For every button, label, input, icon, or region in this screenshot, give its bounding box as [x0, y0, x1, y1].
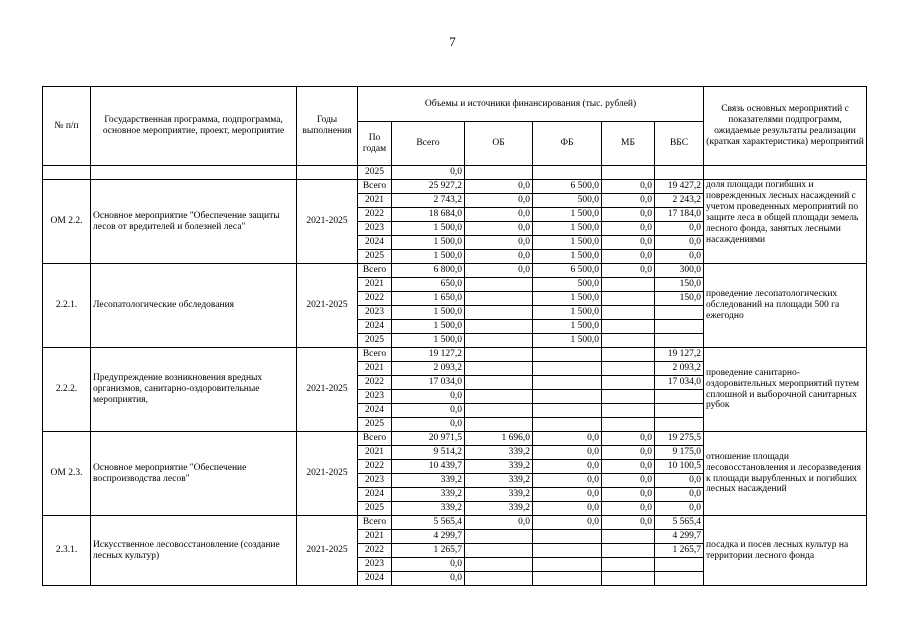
row-fb: 1 500,0	[533, 320, 602, 334]
carry-total: 0,0	[392, 166, 465, 180]
row-total: 1 500,0	[392, 236, 465, 250]
row-year: 2021	[358, 278, 392, 292]
col-header-years: Годы выполнения	[297, 87, 358, 166]
row-vbs: 0,0	[655, 488, 704, 502]
row-mb	[602, 348, 655, 362]
page-number: 7	[449, 34, 456, 49]
row-vbs	[655, 320, 704, 334]
row-year: 2022	[358, 292, 392, 306]
row-vbs	[655, 558, 704, 572]
table-row	[43, 348, 867, 362]
row-total: 20 971,5	[392, 432, 465, 446]
row-mb: 0,0	[602, 474, 655, 488]
row-year: Всего	[358, 516, 392, 530]
row-ob: 339,2	[465, 474, 533, 488]
row-total: 0,0	[392, 558, 465, 572]
item-name: Основное мероприятие "Обеспечение воспроизводства лесов"	[91, 432, 297, 516]
row-fb: 1 500,0	[533, 292, 602, 306]
row-ob	[465, 390, 533, 404]
row-total: 9 514,2	[392, 446, 465, 460]
funding-table	[42, 86, 867, 586]
row-vbs: 1 265,7	[655, 544, 704, 558]
row-ob: 0,0	[465, 222, 533, 236]
row-fb: 6 500,0	[533, 264, 602, 278]
row-total: 339,2	[392, 502, 465, 516]
item-period: 2021-2025	[297, 180, 358, 264]
row-ob	[465, 320, 533, 334]
row-fb	[533, 376, 602, 390]
row-year: 2022	[358, 208, 392, 222]
row-fb: 0,0	[533, 460, 602, 474]
carry-year: 2025	[358, 166, 392, 180]
item-number: ОМ 2.2.	[43, 180, 91, 264]
row-vbs: 0,0	[655, 236, 704, 250]
row-fb: 1 500,0	[533, 236, 602, 250]
row-total: 0,0	[392, 418, 465, 432]
col-header-by-year: По годам	[358, 122, 392, 166]
row-ob	[465, 558, 533, 572]
col-header-link: Связь основных мероприятий с показателями подпрограмм, ожидаемые результаты реализации (краткая характеристика) мероприятий	[704, 87, 867, 166]
row-vbs	[655, 306, 704, 320]
row-vbs: 4 299,7	[655, 530, 704, 544]
row-total: 6 800,0	[392, 264, 465, 278]
row-vbs: 2 093,2	[655, 362, 704, 376]
row-mb: 0,0	[602, 488, 655, 502]
row-mb	[602, 418, 655, 432]
row-fb	[533, 418, 602, 432]
row-vbs: 17 034,0	[655, 376, 704, 390]
row-ob	[465, 404, 533, 418]
row-year: 2025	[358, 250, 392, 264]
row-fb	[533, 530, 602, 544]
row-vbs	[655, 572, 704, 586]
row-total: 1 500,0	[392, 306, 465, 320]
row-year: 2025	[358, 418, 392, 432]
row-vbs: 17 184,0	[655, 208, 704, 222]
row-total: 0,0	[392, 404, 465, 418]
row-total: 1 650,0	[392, 292, 465, 306]
row-mb	[602, 362, 655, 376]
item-result: проведение лесопатологических обследований на площади 500 га ежегодно	[704, 264, 867, 348]
row-year: 2024	[358, 320, 392, 334]
row-year: Всего	[358, 264, 392, 278]
row-vbs	[655, 418, 704, 432]
row-year: 2021	[358, 446, 392, 460]
row-vbs: 0,0	[655, 222, 704, 236]
row-fb	[533, 362, 602, 376]
col-header-total: Всего	[392, 122, 465, 166]
row-mb	[602, 544, 655, 558]
table-row	[43, 432, 867, 446]
row-fb: 0,0	[533, 488, 602, 502]
col-header-vbs: ВБС	[655, 122, 704, 166]
row-mb: 0,0	[602, 208, 655, 222]
row-ob: 0,0	[465, 516, 533, 530]
row-total: 0,0	[392, 572, 465, 586]
row-total: 650,0	[392, 278, 465, 292]
row-fb: 500,0	[533, 194, 602, 208]
row-ob: 0,0	[465, 194, 533, 208]
row-total: 1 265,7	[392, 544, 465, 558]
row-mb	[602, 530, 655, 544]
item-result: посадка и посев лесных культур на территории лесного фонда	[704, 516, 867, 586]
row-total: 1 500,0	[392, 320, 465, 334]
item-result: отношение площади лесовосстановления и лесоразведения к площади вырубленных и погибших лесных насаждений	[704, 432, 867, 516]
row-mb: 0,0	[602, 502, 655, 516]
row-ob: 1 696,0	[465, 432, 533, 446]
row-ob	[465, 348, 533, 362]
row-ob	[465, 418, 533, 432]
row-mb	[602, 292, 655, 306]
col-header-num: № п/п	[43, 87, 91, 166]
row-mb	[602, 558, 655, 572]
table-row	[43, 264, 867, 278]
row-vbs: 150,0	[655, 278, 704, 292]
row-fb: 0,0	[533, 474, 602, 488]
row-mb: 0,0	[602, 222, 655, 236]
table-row	[43, 516, 867, 530]
item-period: 2021-2025	[297, 432, 358, 516]
row-total: 2 743,2	[392, 194, 465, 208]
row-year: 2021	[358, 530, 392, 544]
row-vbs: 0,0	[655, 502, 704, 516]
row-vbs	[655, 404, 704, 418]
row-total: 1 500,0	[392, 222, 465, 236]
row-vbs: 300,0	[655, 264, 704, 278]
row-fb: 1 500,0	[533, 208, 602, 222]
row-mb	[602, 572, 655, 586]
row-ob: 339,2	[465, 446, 533, 460]
row-fb: 0,0	[533, 446, 602, 460]
col-header-funding: Объемы и источники финансирования (тыс. рублей)	[358, 87, 704, 122]
row-ob: 339,2	[465, 502, 533, 516]
row-mb: 0,0	[602, 194, 655, 208]
item-name: Лесопатологические обследования	[91, 264, 297, 348]
row-vbs: 0,0	[655, 250, 704, 264]
row-year: 2022	[358, 544, 392, 558]
row-total: 17 034,0	[392, 376, 465, 390]
item-number: 2.2.1.	[43, 264, 91, 348]
row-total: 5 565,4	[392, 516, 465, 530]
row-fb	[533, 544, 602, 558]
row-year: 2023	[358, 474, 392, 488]
row-total: 1 500,0	[392, 334, 465, 348]
row-year: 2024	[358, 572, 392, 586]
item-name: Предупреждение возникновения вредных организмов, санитарно-оздоровительные мероприятия,	[91, 348, 297, 432]
col-header-mb: МБ	[602, 122, 655, 166]
row-year: 2022	[358, 460, 392, 474]
row-ob	[465, 306, 533, 320]
row-fb	[533, 558, 602, 572]
row-year: 2022	[358, 376, 392, 390]
row-fb: 1 500,0	[533, 250, 602, 264]
row-vbs: 19 427,2	[655, 180, 704, 194]
col-header-program: Государственная программа, подпрограмма, основное мероприятие, проект, мероприятие	[91, 87, 297, 166]
row-ob	[465, 376, 533, 390]
row-total: 2 093,2	[392, 362, 465, 376]
row-mb	[602, 390, 655, 404]
item-period: 2021-2025	[297, 348, 358, 432]
row-year: 2023	[358, 306, 392, 320]
row-ob	[465, 572, 533, 586]
col-header-fb: ФБ	[533, 122, 602, 166]
row-ob	[465, 334, 533, 348]
item-name: Основное мероприятие "Обеспечение защиты лесов от вредителей и болезней леса"	[91, 180, 297, 264]
row-ob	[465, 292, 533, 306]
row-year: 2025	[358, 502, 392, 516]
row-year: 2024	[358, 404, 392, 418]
row-fb: 1 500,0	[533, 306, 602, 320]
row-ob: 0,0	[465, 208, 533, 222]
row-fb: 0,0	[533, 432, 602, 446]
item-result: доля площади погибших и поврежденных лесных насаждений с учетом проведенных мероприятий по защите леса в общей площади земель лесного фонда, занятых лесными насаждениями	[704, 180, 867, 264]
row-mb: 0,0	[602, 460, 655, 474]
row-ob: 0,0	[465, 264, 533, 278]
row-ob: 339,2	[465, 460, 533, 474]
row-ob	[465, 278, 533, 292]
row-mb: 0,0	[602, 180, 655, 194]
row-total: 0,0	[392, 390, 465, 404]
row-mb	[602, 320, 655, 334]
row-year: Всего	[358, 432, 392, 446]
row-total: 25 927,2	[392, 180, 465, 194]
row-mb: 0,0	[602, 250, 655, 264]
item-result: проведение санитарно-оздоровительных мероприятий путем сплошной и выборочной санитарных рубок	[704, 348, 867, 432]
row-fb	[533, 404, 602, 418]
row-fb: 0,0	[533, 502, 602, 516]
row-vbs: 0,0	[655, 474, 704, 488]
row-year: Всего	[358, 348, 392, 362]
row-mb: 0,0	[602, 446, 655, 460]
table-row	[43, 180, 867, 194]
row-year: 2021	[358, 194, 392, 208]
row-vbs: 19 275,5	[655, 432, 704, 446]
row-total: 18 684,0	[392, 208, 465, 222]
item-period: 2021-2025	[297, 264, 358, 348]
row-mb	[602, 404, 655, 418]
row-year: 2023	[358, 390, 392, 404]
row-year: 2021	[358, 362, 392, 376]
row-vbs: 150,0	[655, 292, 704, 306]
row-vbs	[655, 334, 704, 348]
row-ob	[465, 362, 533, 376]
row-mb: 0,0	[602, 432, 655, 446]
row-mb	[602, 278, 655, 292]
row-total: 10 439,7	[392, 460, 465, 474]
row-mb: 0,0	[602, 236, 655, 250]
row-vbs: 2 243,2	[655, 194, 704, 208]
row-year: Всего	[358, 180, 392, 194]
row-mb	[602, 306, 655, 320]
row-total: 339,2	[392, 474, 465, 488]
row-ob: 339,2	[465, 488, 533, 502]
row-mb	[602, 334, 655, 348]
row-fb	[533, 390, 602, 404]
row-ob	[465, 530, 533, 544]
row-fb	[533, 348, 602, 362]
row-vbs	[655, 390, 704, 404]
row-ob: 0,0	[465, 250, 533, 264]
row-ob: 0,0	[465, 180, 533, 194]
row-total: 4 299,7	[392, 530, 465, 544]
row-year: 2024	[358, 236, 392, 250]
row-fb	[533, 572, 602, 586]
item-name: Искусственное лесовосстановление (создание лесных культур)	[91, 516, 297, 586]
row-fb: 0,0	[533, 516, 602, 530]
header-row	[43, 87, 867, 122]
item-number: 2.3.1.	[43, 516, 91, 586]
row-fb: 1 500,0	[533, 334, 602, 348]
row-vbs: 19 127,2	[655, 348, 704, 362]
item-number: 2.2.2.	[43, 348, 91, 432]
row-ob	[465, 544, 533, 558]
row-year: 2023	[358, 558, 392, 572]
row-year: 2025	[358, 334, 392, 348]
row-mb: 0,0	[602, 516, 655, 530]
item-period: 2021-2025	[297, 516, 358, 586]
row-vbs: 10 100,5	[655, 460, 704, 474]
row-ob: 0,0	[465, 236, 533, 250]
row-total: 339,2	[392, 488, 465, 502]
row-year: 2024	[358, 488, 392, 502]
row-mb	[602, 376, 655, 390]
carry-row	[43, 166, 867, 180]
row-vbs: 5 565,4	[655, 516, 704, 530]
row-vbs: 9 175,0	[655, 446, 704, 460]
row-year: 2023	[358, 222, 392, 236]
row-fb: 500,0	[533, 278, 602, 292]
row-mb: 0,0	[602, 264, 655, 278]
row-total: 1 500,0	[392, 250, 465, 264]
row-fb: 1 500,0	[533, 222, 602, 236]
item-number: ОМ 2.3.	[43, 432, 91, 516]
row-fb: 6 500,0	[533, 180, 602, 194]
row-total: 19 127,2	[392, 348, 465, 362]
col-header-ob: ОБ	[465, 122, 533, 166]
